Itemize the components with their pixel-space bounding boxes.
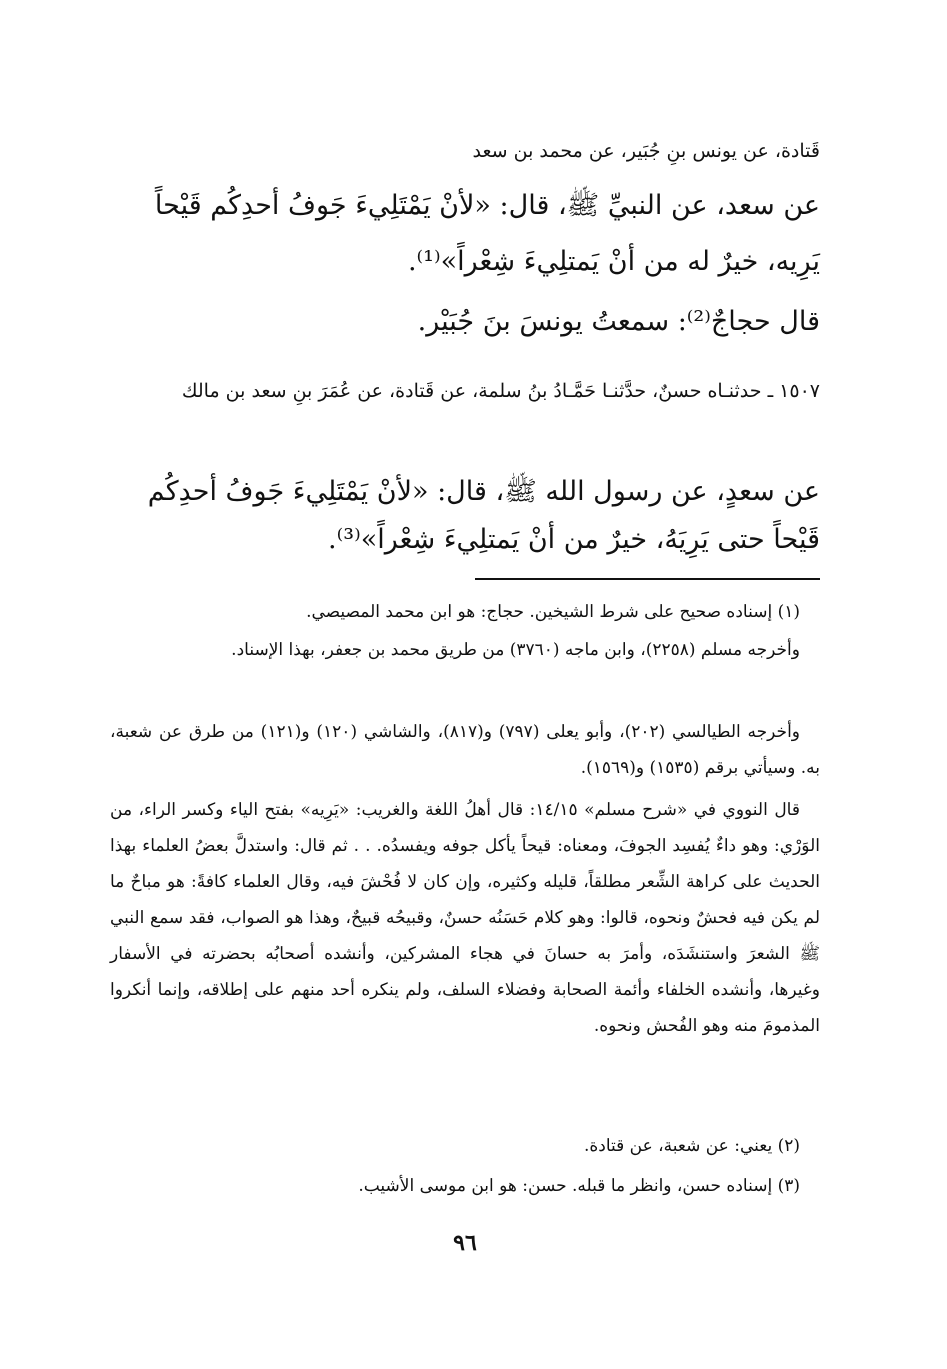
- matn-1506-line1: عن سعد، عن النبيِّ ﷺ، قال: «لأنْ يَمْتَلِيءَ جَوفُ أحدِكُم قَيْحاً: [154, 190, 820, 221]
- page-number: ٩٦: [453, 1230, 477, 1256]
- chain-1507: ١٥٠٧ ـ حدثنـاه حسنٌ، حدَّثنـا حَمَّـادُ بنُ سلمة، عن قَتادة، عن عُمَرَ بنِ سعد بن مالك: [181, 380, 820, 402]
- matn-1507-line2: قَيْحاً حتى يَرِيَهُ، خيرٌ من أنْ يَمتلِيءَ شِعْراً»⁽³⁾.: [328, 524, 820, 555]
- hajjaj-note: قال حجاجٌ⁽²⁾: سمعتُ يونسَ بنَ جُبَيْر.: [417, 306, 820, 337]
- book-page: [110, 120, 820, 1340]
- footnote-3: (٣) إسناده حسن، وانظر ما قبله. حسن: هو ابن موسى الأشيب.: [358, 1176, 800, 1196]
- footnote-1-para-3: وأخرجه الطيالسي (٢٠٢)، وأبو يعلى (٧٩٧) و(٨١٧)، والشاشي (١٢٠) و(١٢١) من طرق عن شعبة، به. وسيأتي برقم (١٥٣٥) و(١٥٦٩).: [110, 722, 820, 778]
- chain-tail-1506: قَتادة، عن يونس بنِ جُبَير، عن محمد بن سعد: [472, 140, 820, 162]
- matn-1507-line1: عن سعدٍ، عن رسول الله ﷺ، قال: «لأنْ يَمْتَلِيءَ جَوفُ أحدِكُم: [147, 476, 820, 507]
- footnote-1-para-1: (١) إسناده صحيح على شرط الشيخين. حجاج: هو ابن محمد المصيصي.: [306, 602, 800, 622]
- footnote-1-para-2: وأخرجه مسلم (٢٢٥٨)، وابن ماجه (٣٧٦٠) من طريق محمد بن جعفر، بهذا الإسناد.: [231, 640, 800, 660]
- footnote-divider: [475, 578, 820, 580]
- matn-1506-line2: يَرِيه، خيرٌ له من أنْ يَمتلِيءَ شِعْراً»⁽¹⁾.: [407, 246, 820, 277]
- footnote-1-para-4: قال النووي في «شرح مسلم» ١٤/١٥: قال أهلُ اللغة والغريب: «يَرِيه» بفتح الياء وكسر الراء، من الوَرْي: وهو داءٌ يُفسِد الجوفَ، ومعناه: قيحاً يأكل جوفه ويفسدُه. . . ثم قال: واستدلَّ بعضُ العلماء بهذا الحديث على كراهة الشِّعر مطلقاً، قليله وكثيره، وإن كان لا فُحْشَ فيه، وقال العلماء كافةً: هو مباحٌ ما لم يكن فيه فحشٌ ونحوه، قالوا: وهو كلام حَسَنُه حسنٌ، وقبيحُه قبيحٌ، وهذا هو الصواب، فقد سمع النبي ﷺ الشعرَ واستنشَدَه، وأمرَ به حسانَ في هجاء المشركين، وأنشده أصحابُه بحضرته في الأسفار وغيرها، وأنشده الخلفاء وأئمة الصحابة وفضلاء السلف، ولم ينكره أحد منهم على إطلاقه، وإنما أنكروا المذمومَ منه وهو الفُحش ونحوه.: [110, 800, 820, 1036]
- footnote-2: (٢) يعني: عن شعبة، عن قتادة.: [583, 1136, 800, 1156]
